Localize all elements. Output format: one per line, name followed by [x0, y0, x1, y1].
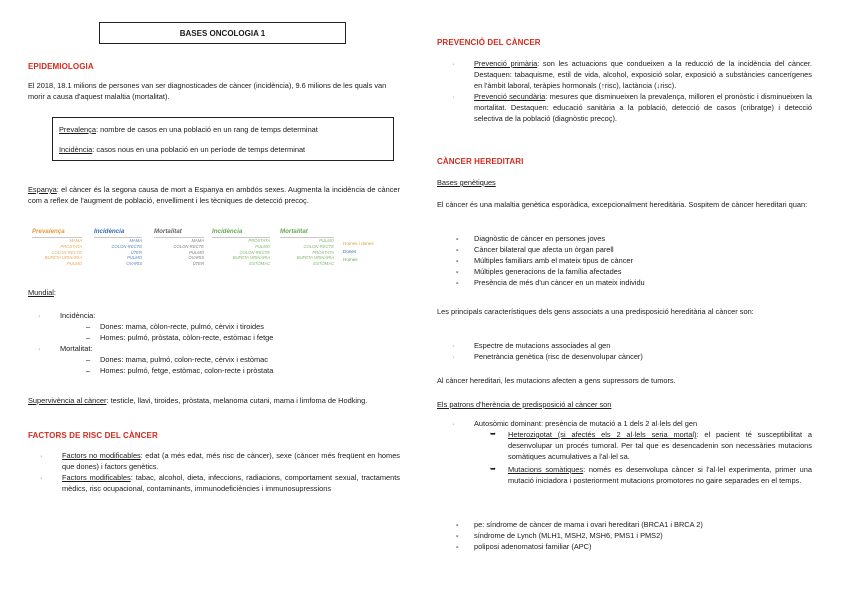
heterozigotat-item: [508, 429, 812, 462]
risk1-text: : edat (a més edat, més risc de càncer), sexe (càncer més freqüent en homes que dones) i factors genètics.: [62, 451, 400, 471]
incidencia-definition: [59, 144, 387, 155]
table-cell: COLON-RECTE: [303, 243, 334, 249]
secundaria-text: : mesures que disminueixen la prevalença, milloren el pronòstic i disminueixen la mortalitat. Destaquen: educació sanitària a la població, detecció de casos (cribratge) i detecció selectiva de la població (diagnòstic precoç).: [474, 92, 812, 123]
incidencia-label: Incidència:: [60, 311, 96, 320]
autosomic-dominant-text: Autosòmic dominant: presència de mutació a 1 dels 2 al·lels del gen: [474, 419, 698, 428]
criteria-item: - Múltiples generacions de la família afectades: [474, 266, 812, 277]
supervivencia-text: : testicle, llavi, tiroides, pròstata, melanoma cutani, mama i limfoma de Hodking.: [106, 396, 368, 405]
autosomic-sublist: [508, 429, 812, 486]
table-cell: PULMÓ: [67, 261, 82, 267]
table-column: [154, 228, 204, 267]
genes-item: · Penetrància genètica (risc de desenvolupar càncer): [474, 351, 812, 362]
bases-geneticas-heading: Bases genètiques: [437, 178, 496, 187]
genes-list: [474, 340, 812, 362]
mundial-heading-line: [28, 287, 56, 298]
table-column: [280, 228, 334, 267]
genes-paragraph: Les principals característiques dels gens associats a una predisposició hereditària al càncer son:: [437, 307, 754, 316]
mutacions-somatiques-item: [508, 464, 812, 486]
prevalenca-definition: [59, 124, 387, 135]
espanya-paragraph: [28, 184, 400, 206]
factors-risc-heading: FACTORS DE RISC DEL CÀNCER: [28, 431, 158, 440]
document-title: BASES ONCOLOGIA 1: [99, 22, 346, 44]
criteria-item: - Múltiples familiars amb el mateix tipus de càncer: [474, 255, 812, 266]
table-legend: [343, 240, 374, 264]
epidemiologia-heading: EPIDEMIOLOGIA: [28, 62, 94, 71]
criteria-item: - Diagnòstic de càncer en persones joves: [474, 233, 812, 244]
autosomic-dominant-item: [474, 418, 812, 486]
supressors-paragraph: Al càncer hereditari, les mutacions afecten a gens supressors de tumors.: [437, 376, 676, 385]
criteria-item: - Presència de més d'un càncer en un mateix individu: [474, 277, 812, 288]
cancer-hereditari-heading: CÀNCER HEREDITARI: [437, 157, 524, 166]
table-column: [212, 228, 270, 267]
mundial-heading: Mundial: [28, 288, 54, 297]
patrons-heading: Els patrons d'herència de predisposició al càncer son: [437, 400, 612, 409]
heterozigotat-text: : el pacient té susceptibilitat a desenvolupar un procés tumoral. Per tal que es desencadenin son necessàries mutacions somàtiques acumulatives a l'al·lel sa.: [508, 430, 813, 461]
legend-item: Dones: [343, 249, 357, 254]
table-header: Incidència: [212, 228, 243, 235]
espanya-text: : el càncer és la segona causa de mort a Espanya en ambdós sexes. Augmenta la incidència de càncer com a reflex de l'augment de població, envelliment i les tècniques de detecció precoç.: [28, 185, 400, 205]
epidemiologia-paragraph: El 2018, 18.1 milions de persones van ser diagnosticades de càncer (incidència), 9.6 milions de les quals van morir a causa d'aquest malaltia (mortalitat).: [28, 81, 387, 101]
table-cell: PULMÓ: [189, 249, 204, 255]
table-cell: PRÒSTATA: [60, 243, 82, 249]
heterozigotat-term: Heterozigotat (si afectés els 2 al·lels seria mortal): [508, 430, 697, 439]
prevencio-secundaria: [474, 91, 812, 124]
cancer-statistics-table: [32, 228, 400, 274]
table-cell: MAMA: [69, 238, 82, 243]
table-cell: ESTÒMAC: [249, 261, 270, 267]
genes-item: · Espectre de mutacions associades al gen: [474, 340, 812, 351]
risk1-term: Factors no modificables: [62, 451, 141, 460]
prevalenca-text: : nombre de casos en una població en un rang de temps determinat: [95, 125, 318, 134]
syndromes-list: [474, 519, 812, 552]
table-header: Mortalitat: [280, 228, 308, 235]
incidencia-text: : casos nous en una població en un període de temps determinat: [92, 145, 306, 154]
patrons-list: [474, 418, 812, 486]
primaria-term: Prevenció primària: [474, 59, 538, 68]
criteria-list: [474, 233, 812, 288]
table-column: [32, 228, 82, 267]
risk2-text: : tabac, alcohol, dieta, infeccions, radiacions, comportament sexual, tractaments mèdics, risc ocupacional, contaminants, immunodeficiències i immunosupressions: [62, 473, 400, 493]
mortalitat-item: [60, 343, 400, 376]
table-cell: MAMA: [191, 238, 204, 243]
table-cell: COLON-RECTE: [173, 243, 204, 249]
mortalitat-sublist: [100, 354, 400, 376]
table-cell: BUFETA URINÀRIA: [296, 255, 334, 261]
mundial-colon: :: [53, 288, 56, 297]
table-cell: ESTÒMAC: [313, 261, 334, 267]
inc-dones: – Dones: mama, còlon-recte, pulmó, cèrvix i tiroides: [100, 321, 400, 332]
syndrome-item: - pe: síndrome de càncer de mama i ovari hereditari (BRCA1 i BRCA 2): [474, 519, 812, 530]
secundaria-term: Prevenció secundària: [474, 92, 546, 101]
mortalitat-label: Mortalitat:: [60, 344, 93, 353]
table-header: Mortalitat: [154, 228, 182, 235]
mutacions-somatiques-text: : només es desenvolupa càncer si l'al·lel experimenta, primer una mutació iniciadora i posteriorment mutacions promotores no gaire separades en el temps.: [508, 465, 812, 485]
incidencia-sublist: [100, 321, 400, 343]
risk-factors-list: [62, 450, 400, 494]
prevencio-primaria: [474, 58, 812, 91]
incidencia-term: Incidència: [59, 145, 93, 154]
supervivencia-term: Supervivència al càncer: [28, 396, 107, 405]
table-cell: COLON-RECTE: [111, 243, 142, 249]
table-cell: ÚTER: [130, 249, 142, 255]
table-cell: COLON-RECTE: [51, 249, 82, 255]
supervivencia-paragraph: [28, 395, 400, 406]
syndrome-item: - poliposi adenomatosi familiar (APC): [474, 541, 812, 552]
risk-item-no-modificables: [62, 450, 400, 472]
table-cell: OVARIS: [188, 255, 204, 261]
definitions-box: [52, 117, 394, 161]
table-header: Incidència: [94, 228, 125, 235]
mort-dones: – Dones: mama, pulmó, colon-recte, cèrvix i estòmac: [100, 354, 400, 365]
table-cell: BUFETA URINÀRIA: [232, 255, 270, 261]
mort-homes: – Homes: pulmó, fetge, estòmac, colon-recte i pròstata: [100, 365, 400, 376]
table-cell: PULMÓ: [319, 238, 334, 243]
table-cell: COLON-RECTE: [239, 249, 270, 255]
table-cell: PULMÓ: [255, 243, 270, 249]
table-cell: PRÒSTATA: [248, 238, 270, 243]
table-header: Prevalença: [32, 228, 65, 235]
risk2-term: Factors modificables: [62, 473, 131, 482]
table-cell: MAMA: [129, 238, 142, 243]
prevencio-list: [474, 58, 812, 124]
primaria-text: : son les actuacions que condueixen a la reducció de la incidència del càncer. Destaquen: tabaquisme, estil de vida, alcohol, exposició solar, exposició a substàncies cancerígenes en l'àmbit laboral, teràpies hormonals (↑risc), lactància (↓risc).: [474, 59, 812, 90]
table-cell: PRÒSTATA: [312, 249, 334, 255]
table-column: [94, 228, 142, 267]
incidencia-item: [60, 310, 400, 343]
table-cell: ÚTER: [192, 261, 204, 267]
criteria-item: - Càncer bilateral que afecta un òrgan parell: [474, 244, 812, 255]
table-cell: PULMÓ: [127, 255, 142, 261]
syndrome-item: - síndrome de Lynch (MLH1, MSH2, MSH6, PMS1 i PMS2): [474, 530, 812, 541]
table-cell: BUFETA URINÀRIA: [44, 255, 82, 261]
espanya-term: Espanya: [28, 185, 57, 194]
inc-homes: – Homes: pulmó, pròstata, còlon-recte, estòmac i fetge: [100, 332, 400, 343]
bases-paragraph: El càncer és una malaltia genètica esporàdica, excepcionalment hereditària. Sospitem de càncer hereditari quan:: [437, 200, 808, 209]
risk-item-modificables: [62, 472, 400, 494]
legend-item: Homes i dones: [343, 241, 374, 246]
table-cell: OVARIS: [126, 261, 142, 267]
prevalenca-term: Prevalença: [59, 125, 96, 134]
prevencio-heading: PREVENCIÓ DEL CÀNCER: [437, 38, 541, 47]
mutacions-somatiques-term: Mutacions somàtiques: [508, 465, 584, 474]
mundial-list: [60, 310, 400, 376]
legend-item: Homes: [343, 257, 358, 262]
